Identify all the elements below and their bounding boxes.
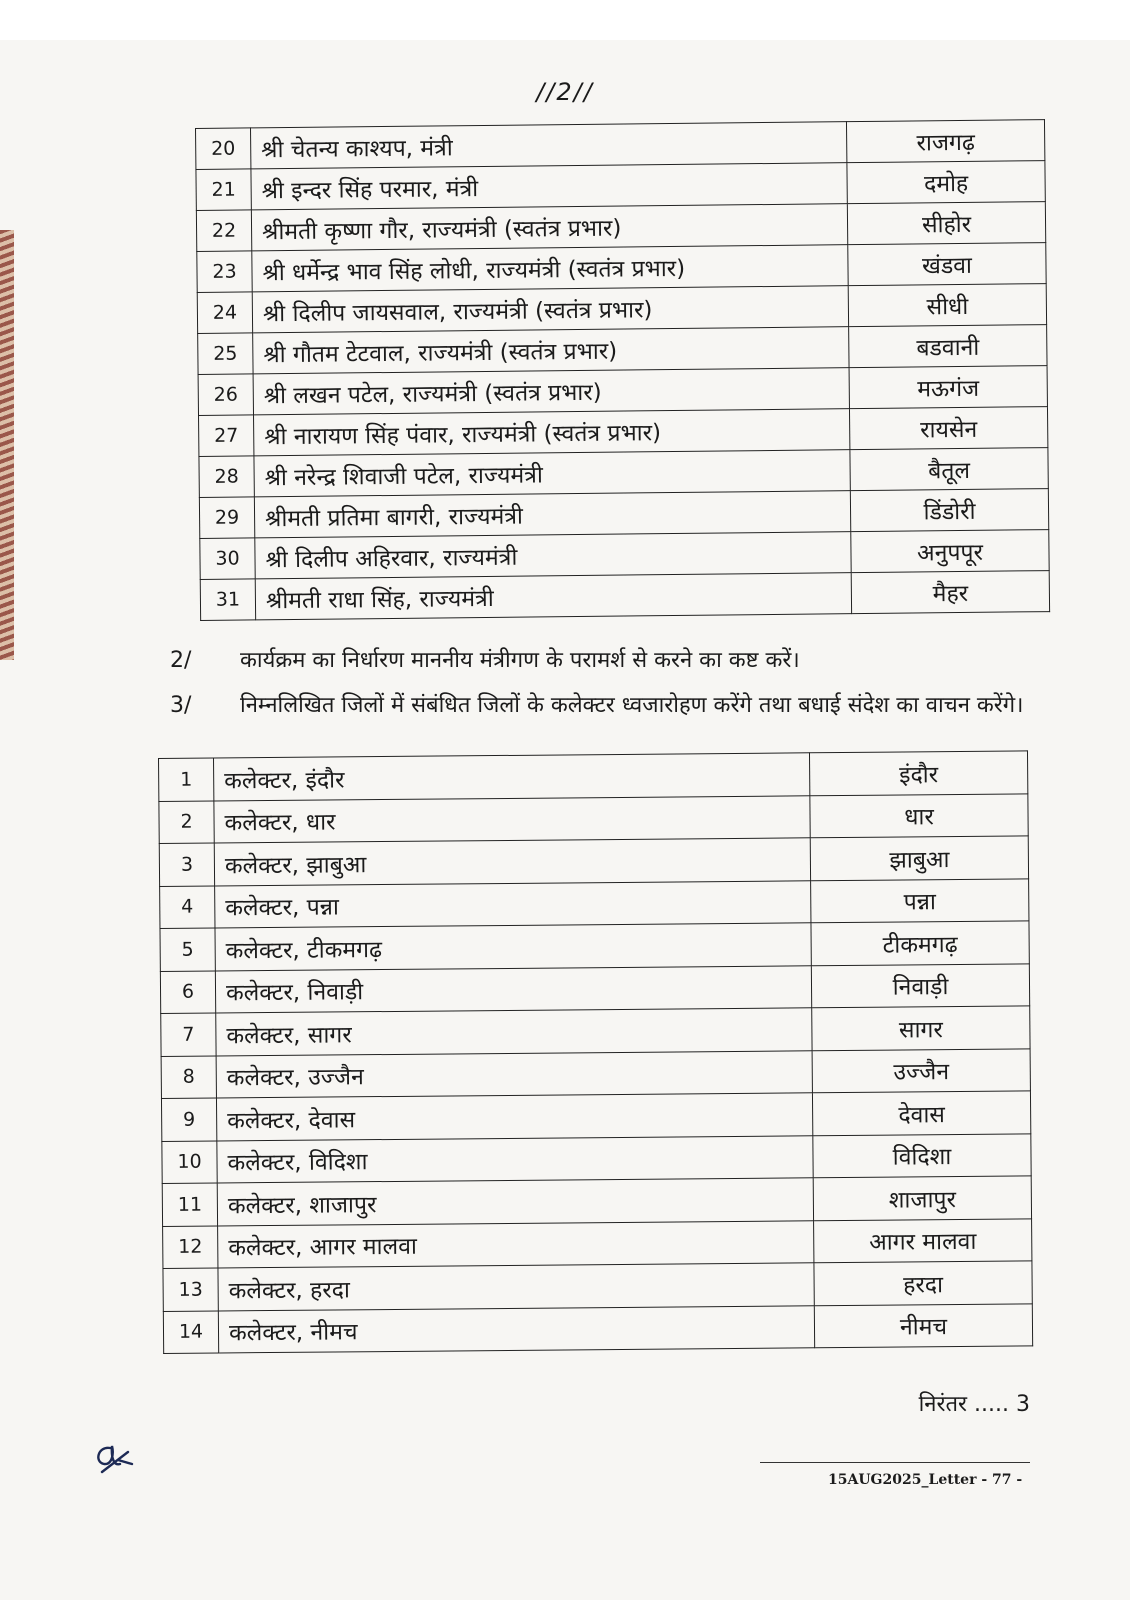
district-cell: सागर [812, 1006, 1030, 1050]
collector-row [163, 1303, 1032, 1353]
name-cell: कलेक्टर, विदिशा [217, 1135, 813, 1183]
name-cell: कलेक्टर, शाजापुर [217, 1178, 813, 1226]
footer-reference: 15AUG2025_Letter - 77 - [828, 1472, 1023, 1488]
serial-number: 28 [199, 456, 254, 498]
collector-row [161, 1091, 1030, 1141]
paragraph-text: कार्यक्रम का निर्धारण माननीय मंत्रीगण के परामर्श से करने का कष्ट करें। [240, 648, 800, 673]
district-cell: शाजापुर [813, 1176, 1031, 1220]
district-cell: धार [810, 793, 1028, 837]
serial-number: 9 [161, 1098, 216, 1141]
serial-number: 27 [199, 415, 254, 457]
serial-number: 8 [161, 1056, 216, 1099]
serial-number: 25 [198, 333, 253, 375]
name-cell: श्रीमती राधा सिंह, राज्यमंत्री [255, 573, 851, 620]
collector-row [163, 1218, 1032, 1268]
name-cell: श्री दिलीप जायसवाल, राज्यमंत्री (स्वतंत्र प्रभार) [252, 286, 848, 333]
handwritten-initials [88, 1430, 138, 1484]
serial-number: 20 [196, 128, 251, 170]
name-cell: श्री दिलीप अहिरवार, राज्यमंत्री [255, 532, 851, 579]
serial-number: 10 [162, 1141, 217, 1184]
name-cell: श्री धर्मेन्द्र भाव सिंह लोधी, राज्यमंत्री (स्वतंत्र प्रभार) [252, 245, 848, 292]
binding-edge [0, 230, 14, 660]
name-cell: श्री चेतन्य काश्यप, मंत्री [251, 122, 847, 169]
name-cell: कलेक्टर, आगर मालवा [218, 1220, 814, 1268]
serial-number: 2 [159, 801, 214, 844]
collector-row [162, 1133, 1031, 1183]
collector-row [161, 1048, 1030, 1098]
name-cell: श्री लखन पटेल, राज्यमंत्री (स्वतंत्र प्रभार) [253, 368, 849, 415]
collector-table [158, 750, 1033, 1354]
minister-row [200, 571, 1049, 621]
serial-number: 6 [160, 971, 215, 1014]
district-cell: आगर मालवा [814, 1218, 1032, 1262]
minister-table [195, 119, 1050, 621]
serial-number: 12 [163, 1225, 218, 1268]
serial-number: 13 [163, 1268, 218, 1311]
serial-number: 11 [162, 1183, 217, 1226]
district-cell: नीमच [814, 1303, 1032, 1347]
district-cell: मैहर [851, 571, 1049, 614]
serial-number: 30 [200, 538, 255, 580]
name-cell: कलेक्टर, टीकमगढ़ [215, 923, 811, 971]
district-cell: विदिशा [813, 1133, 1031, 1177]
name-cell: कलेक्टर, धार [214, 795, 810, 843]
district-cell: देवास [812, 1091, 1030, 1135]
district-cell: खंडवा [848, 243, 1046, 286]
name-cell: श्री नरेन्द्र शिवाजी पटेल, राज्यमंत्री [254, 450, 850, 497]
collector-row [160, 878, 1029, 928]
name-cell: कलेक्टर, झाबुआ [214, 838, 810, 886]
district-cell: इंदौर [809, 751, 1027, 795]
serial-number: 1 [159, 758, 214, 801]
collector-row [159, 793, 1028, 843]
paragraph-number: 2/ [170, 648, 192, 673]
district-cell: पन्ना [811, 878, 1029, 922]
district-cell: सीधी [848, 284, 1046, 327]
district-cell: टीकमगढ़ [811, 921, 1029, 965]
serial-number: 3 [159, 843, 214, 886]
serial-number: 14 [163, 1310, 218, 1353]
district-cell: बडवानी [849, 325, 1047, 368]
district-cell: उज्जैन [812, 1048, 1030, 1092]
name-cell: कलेक्टर, इंदौर [214, 753, 810, 801]
name-cell: श्री गौतम टेटवाल, राज्यमंत्री (स्वतंत्र प्रभार) [253, 327, 849, 374]
district-cell: अनुपपूर [851, 530, 1049, 573]
serial-number: 24 [197, 292, 252, 334]
name-cell: श्री नारायण सिंह पंवार, राज्यमंत्री (स्वतंत्र प्रभार) [254, 409, 850, 456]
district-cell: हरदा [814, 1261, 1032, 1305]
name-cell: कलेक्टर, निवाड़ी [215, 965, 811, 1013]
paragraph-2 [170, 645, 1040, 677]
name-cell: श्री इन्दर सिंह परमार, मंत्री [251, 163, 847, 210]
collector-row [163, 1261, 1032, 1311]
footer-rule [760, 1462, 1030, 1463]
collector-row [160, 921, 1029, 971]
collector-row [162, 1176, 1031, 1226]
district-cell: सीहोर [847, 202, 1045, 245]
serial-number: 31 [200, 579, 255, 621]
serial-number: 7 [161, 1013, 216, 1056]
serial-number: 29 [199, 497, 254, 539]
name-cell: श्रीमती प्रतिमा बागरी, राज्यमंत्री [254, 491, 850, 538]
district-cell: बैतूल [850, 448, 1048, 491]
page-number: //2// [536, 78, 594, 106]
collector-row [161, 1006, 1030, 1056]
name-cell: कलेक्टर, देवास [216, 1093, 812, 1141]
district-cell: झाबुआ [810, 836, 1028, 880]
name-cell: कलेक्टर, उज्जैन [216, 1050, 812, 1098]
name-cell: कलेक्टर, सागर [216, 1008, 812, 1056]
serial-number: 26 [198, 374, 253, 416]
district-cell: मऊगंज [849, 366, 1047, 409]
collector-row [159, 751, 1028, 801]
serial-number: 21 [196, 169, 251, 211]
serial-number: 5 [160, 928, 215, 971]
district-cell: रायसेन [849, 407, 1047, 450]
serial-number: 23 [197, 251, 252, 293]
district-cell: दमोह [847, 161, 1045, 204]
paragraph-text: निम्नलिखित जिलों में संबंधित जिलों के कलेक्टर ध्वजारोहण करेंगे तथा बधाई संदेश का वाचन करेंगे। [240, 693, 1024, 718]
name-cell: श्रीमती कृष्णा गौर, राज्यमंत्री (स्वतंत्र प्रभार) [251, 204, 847, 251]
serial-number: 4 [160, 886, 215, 929]
collector-row [159, 836, 1028, 886]
serial-number: 22 [196, 210, 251, 252]
continued-note: निरंतर ..... 3 [918, 1392, 1030, 1417]
paragraph-number: 3/ [170, 693, 192, 718]
district-cell: निवाड़ी [811, 963, 1029, 1007]
collector-row [160, 963, 1029, 1013]
district-cell: डिंडोरी [850, 489, 1048, 532]
name-cell: कलेक्टर, हरदा [218, 1263, 814, 1311]
paragraph-3 [170, 690, 1040, 722]
district-cell: राजगढ़ [846, 120, 1044, 163]
name-cell: कलेक्टर, नीमच [218, 1305, 814, 1353]
name-cell: कलेक्टर, पन्ना [215, 880, 811, 928]
